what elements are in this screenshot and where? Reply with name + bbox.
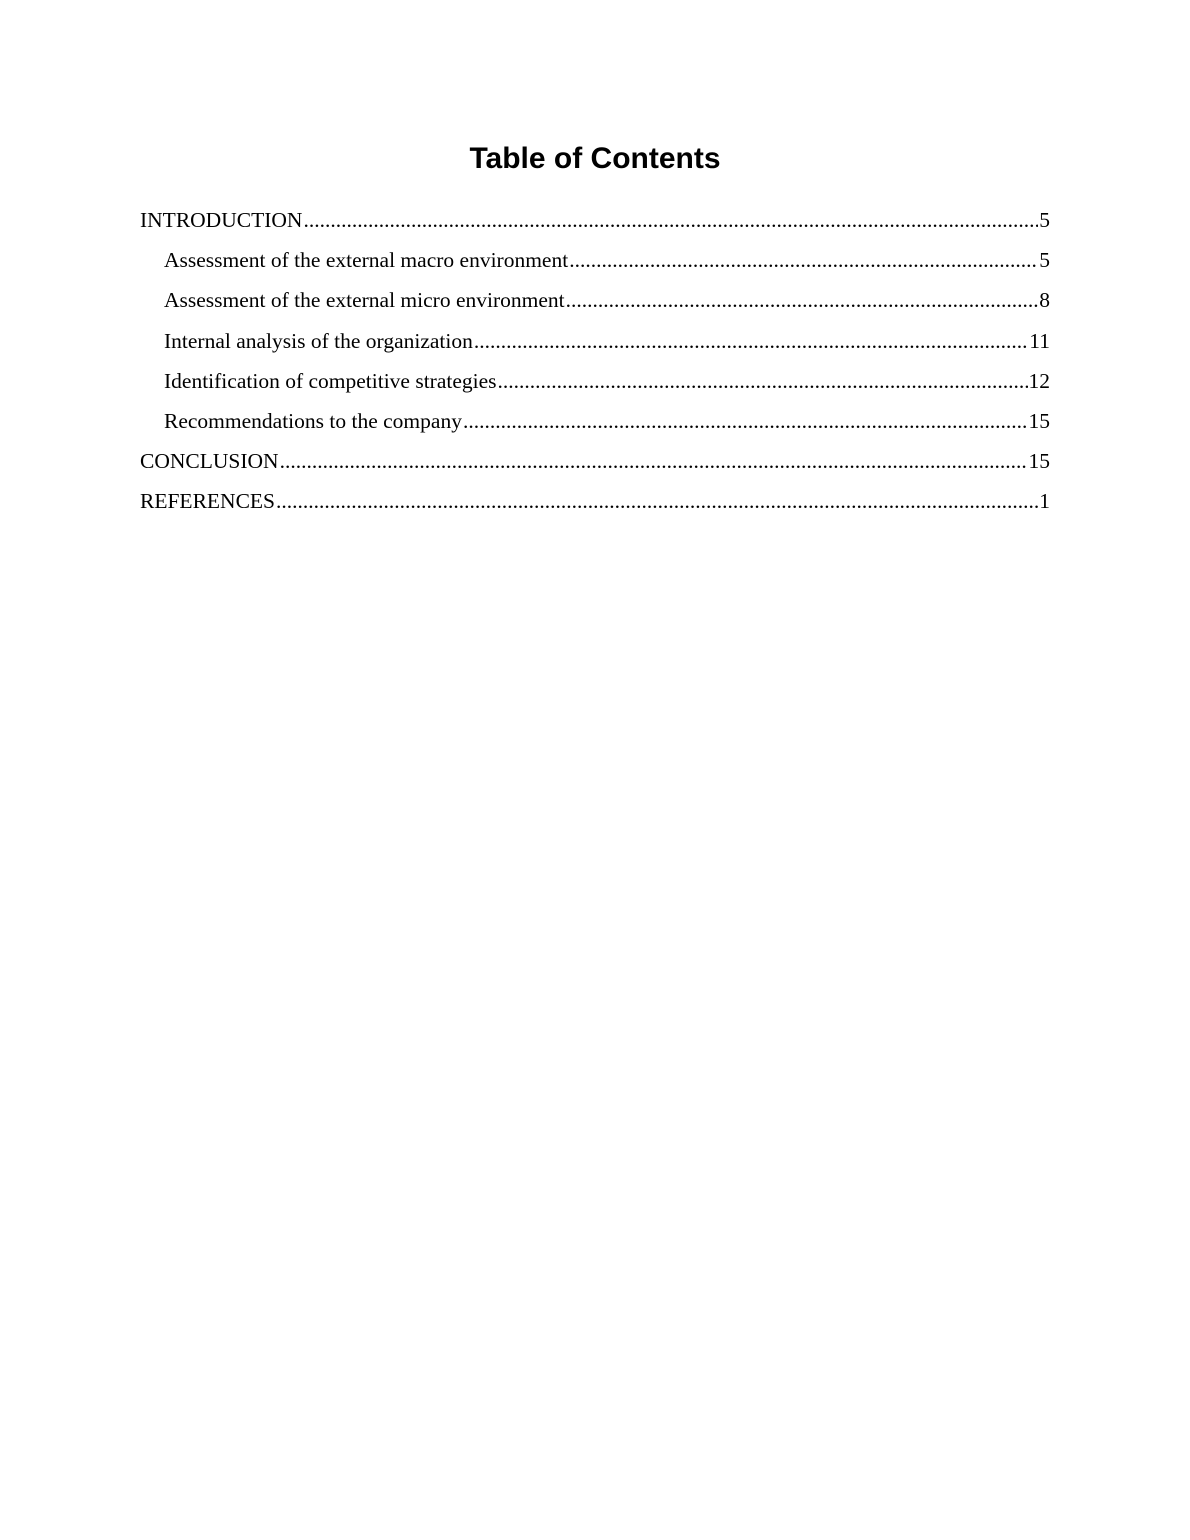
toc-dot-leader	[566, 282, 1039, 318]
toc-entry-introduction[interactable]	[140, 202, 1050, 242]
toc-title: Table of Contents	[469, 142, 721, 175]
toc-dot-leader	[474, 323, 1028, 359]
toc-page-number: 12	[1028, 368, 1050, 393]
toc-entry-text: Identification of competitive strategies	[164, 368, 497, 393]
toc-page-number: 15	[1028, 408, 1050, 433]
toc-entry-micro-environment[interactable]	[140, 282, 1050, 322]
toc-entry-recommendations[interactable]	[140, 403, 1050, 443]
toc-dot-leader	[463, 403, 1028, 439]
toc-page-number: 5	[1039, 208, 1050, 232]
toc-entry-text: INTRODUCTION	[140, 208, 303, 232]
toc-entry-text: Assessment of the external micro environment	[164, 288, 565, 313]
toc-entry-text: Assessment of the external macro environment	[164, 248, 569, 273]
toc-dot-leader	[303, 202, 1038, 238]
toc-entry-competitive-strategies[interactable]	[140, 363, 1050, 403]
toc-dot-leader	[569, 242, 1038, 278]
toc-entry-internal-analysis[interactable]	[140, 323, 1050, 363]
toc-list	[140, 202, 1050, 524]
toc-entry-text: Recommendations to the company	[164, 408, 462, 433]
toc-dot-leader	[276, 483, 1038, 519]
toc-entry-text: REFERENCES	[140, 489, 275, 514]
toc-page-number: 8	[1039, 288, 1050, 313]
toc-dot-leader	[498, 363, 1028, 399]
toc-page-number: 11	[1029, 328, 1050, 353]
toc-entry-references[interactable]	[140, 483, 1050, 523]
toc-page-number: 5	[1039, 248, 1050, 273]
toc-entry-macro-environment[interactable]	[140, 242, 1050, 282]
toc-page-number: 15	[1028, 449, 1050, 474]
toc-entry-text: Internal analysis of the organization	[164, 328, 473, 353]
toc-entry-text: CONCLUSION	[140, 449, 279, 474]
toc-entry-conclusion[interactable]	[140, 443, 1050, 483]
toc-page-number: 1	[1039, 489, 1050, 514]
toc-dot-leader	[280, 443, 1028, 479]
